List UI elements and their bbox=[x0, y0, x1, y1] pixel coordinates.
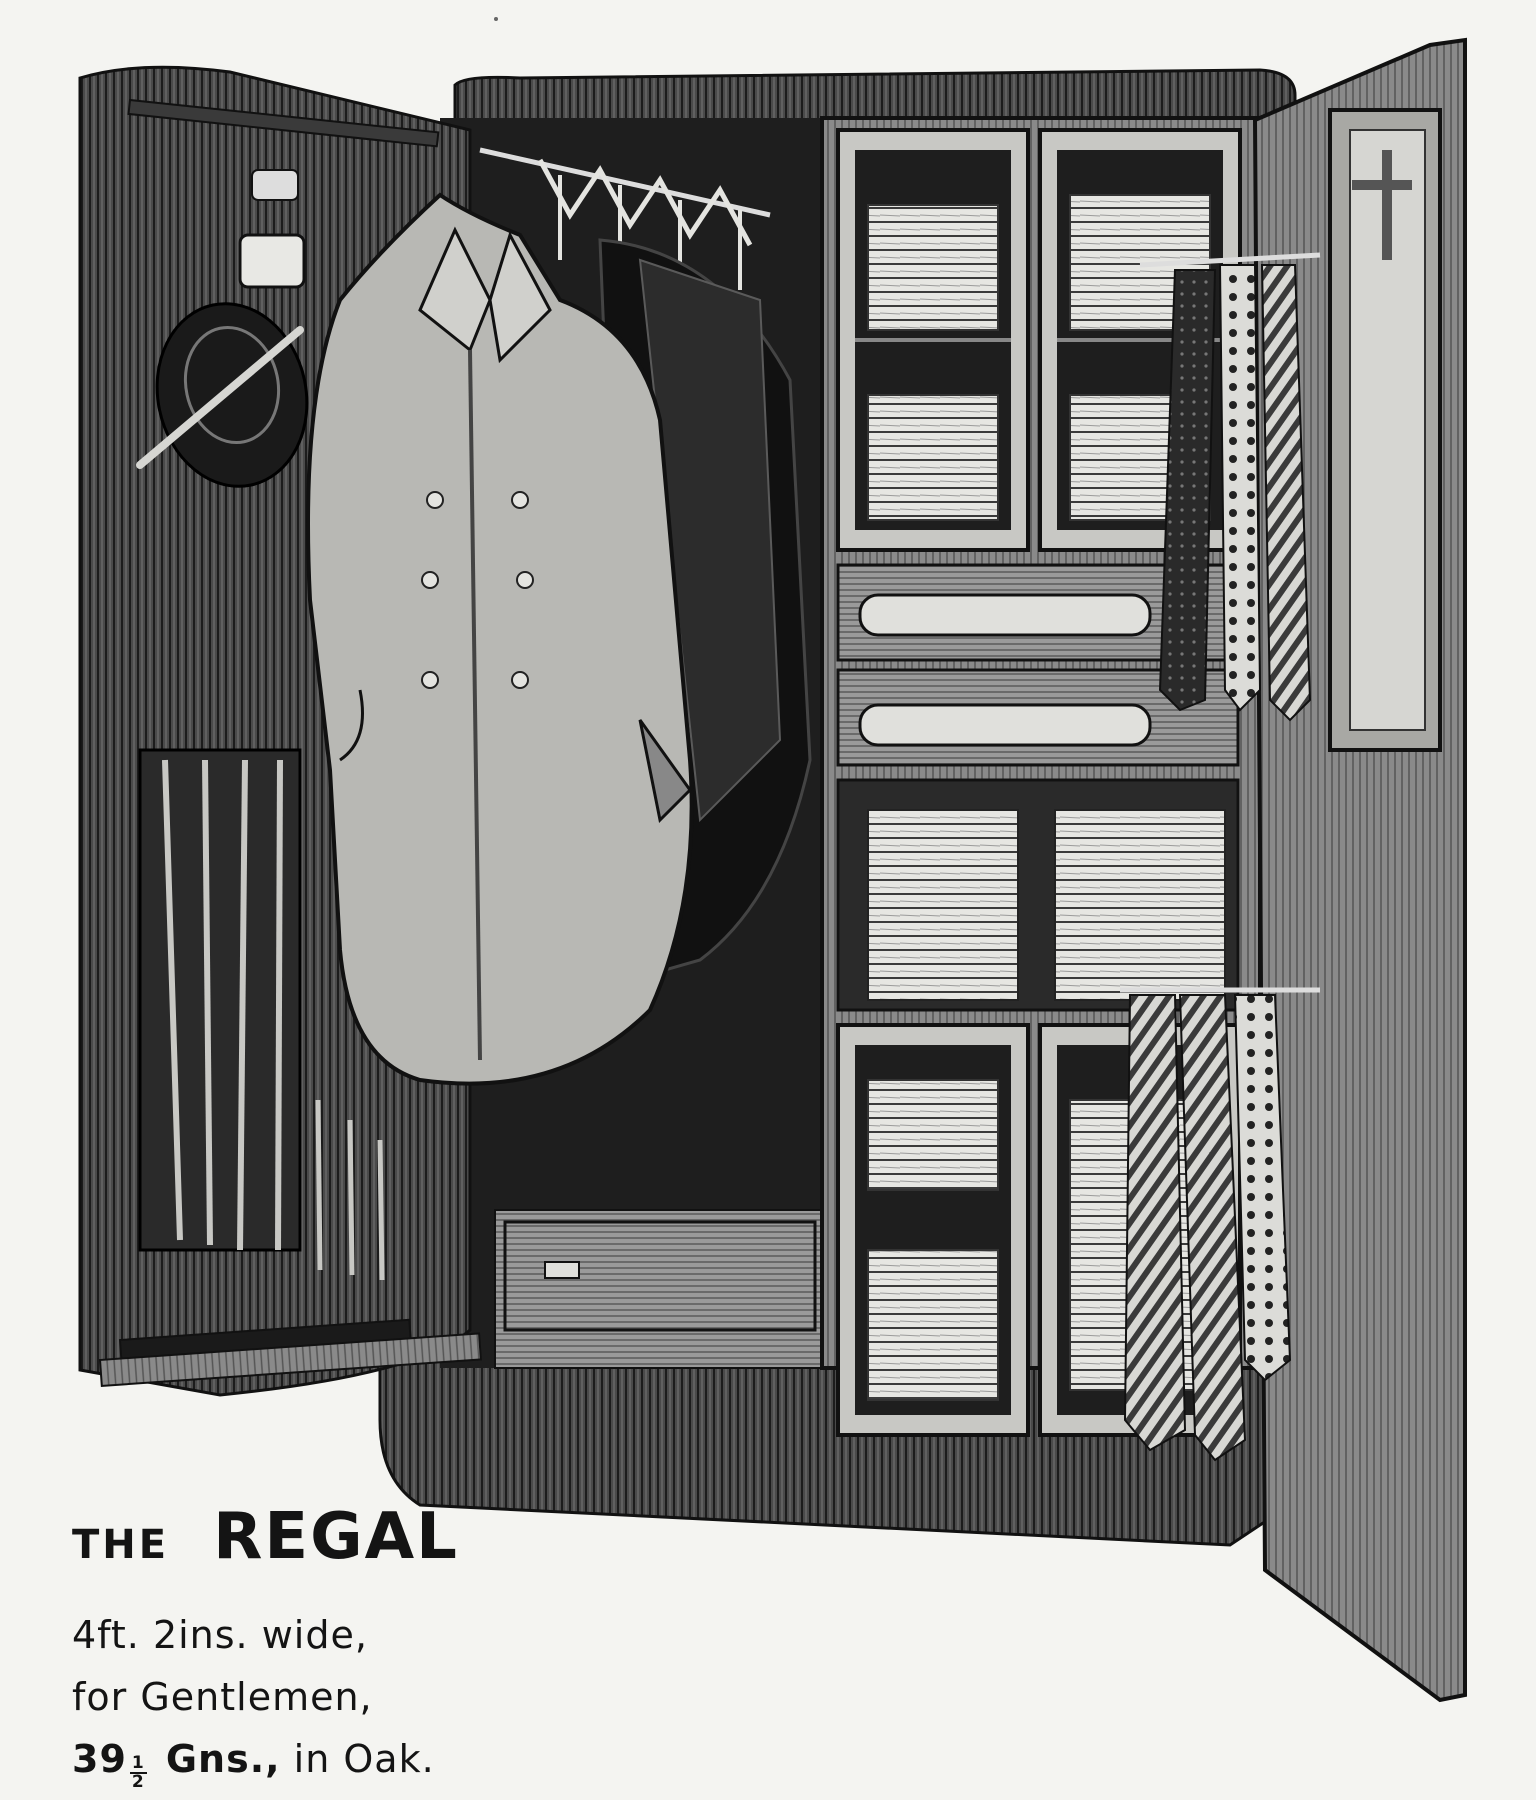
caption-block bbox=[72, 1500, 592, 1791]
price-line bbox=[72, 1728, 592, 1791]
price-unit: Gns., bbox=[165, 1737, 281, 1781]
product-name: REGAL bbox=[213, 1500, 459, 1574]
fraction-numerator: 1 bbox=[131, 1753, 145, 1773]
audience-line: for Gentlemen, bbox=[72, 1675, 373, 1719]
price-fraction bbox=[130, 1755, 147, 1791]
cabinet-cornice bbox=[455, 70, 1295, 120]
price-whole: 39 bbox=[72, 1737, 127, 1781]
title-prefix: THE bbox=[72, 1522, 170, 1568]
ties-upper bbox=[1160, 265, 1310, 720]
product-title bbox=[72, 1500, 592, 1574]
fraction-denominator: 2 bbox=[131, 1772, 145, 1792]
dimension-line: 4ft. 2ins. wide, bbox=[72, 1613, 368, 1657]
price-material: in Oak. bbox=[293, 1737, 435, 1781]
